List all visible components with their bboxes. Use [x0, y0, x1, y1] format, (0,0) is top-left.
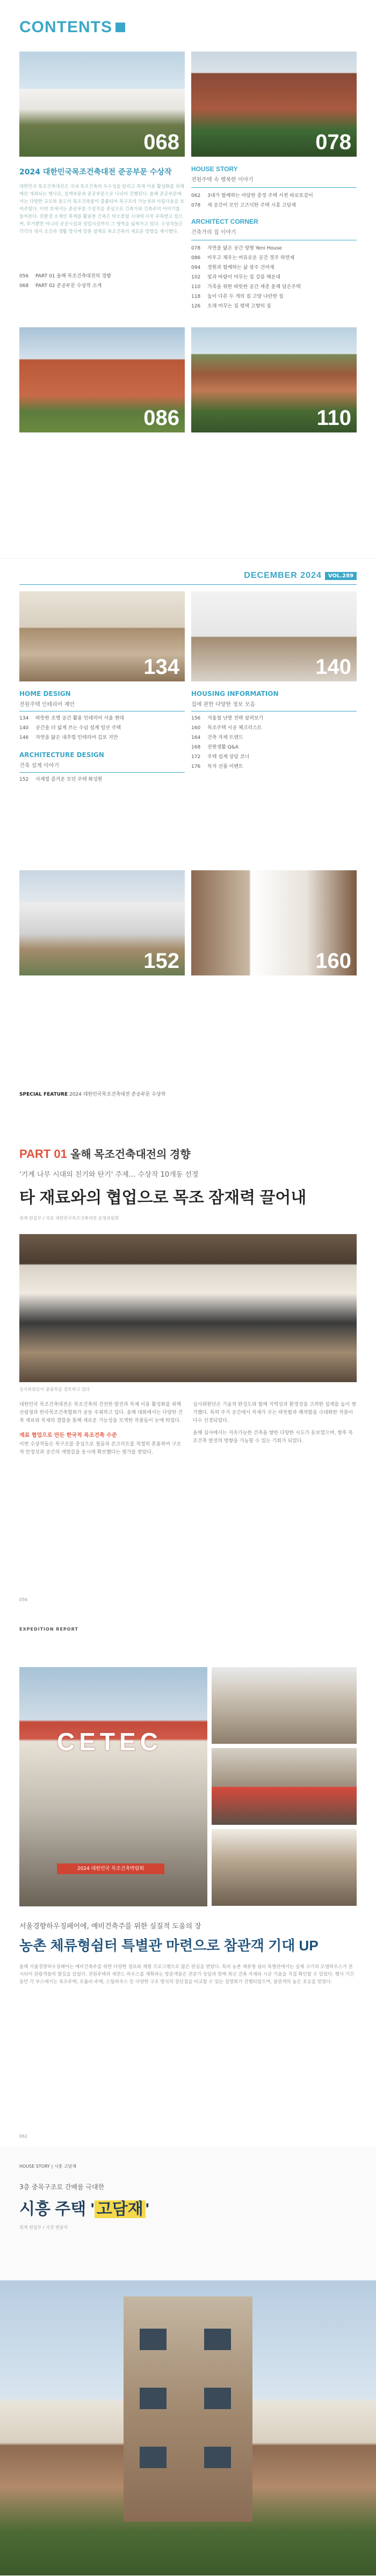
headline-post: ' — [145, 2200, 149, 2218]
toc-item[interactable] — [191, 302, 357, 311]
toc-page: 164 — [191, 735, 201, 740]
photo-red-house-2[interactable] — [191, 327, 357, 432]
square-icon — [115, 23, 125, 32]
toc-page: 068 — [19, 283, 29, 289]
toc-text: 가족을 위한 따뜻한 공간 세종 윤채 담은주택 — [207, 284, 301, 290]
housing-information-section — [191, 690, 357, 772]
window — [140, 2388, 167, 2409]
photo-grid — [19, 1667, 357, 1906]
home-design-list — [19, 714, 185, 743]
toc-item[interactable] — [191, 273, 357, 282]
toc-item[interactable] — [19, 271, 185, 281]
feature-blurb: 대한민국 목조건축대전은 국내 목조건축의 우수성을 알리고 목재 이용 활성화를 위해 매년 개최되는 행사로, 설계부문과 준공부문으로 나뉘어 진행된다. 올해 준공부문에서는 다양한 규모와 용도의 목조건축물이 출품되어 목구조의 가능성과 아름다움을 보여주었다. 이번 호에서는 준공부문 수상작을 중심으로 건축가와 건축주의 이야기를 들어본다. 친환경 소재인 목재를 활용한 건축은 탄소중립 시대에 더욱 주목받고 있으며, 주거뿐만 아니라 공공시설과 상업시설까지 그 영역을 넓혀가고 있다. 수상작들은 각각의 대지 조건과 생활 방식에 맞춘 설계로 목조건축의 새로운 방향을 제시했다. — [19, 184, 185, 234]
window — [204, 2329, 231, 2350]
toc-item[interactable] — [191, 191, 357, 201]
divider — [19, 772, 185, 773]
page-number-label: 078 — [315, 130, 351, 154]
architecture-design-section — [19, 751, 185, 784]
toc-item[interactable] — [191, 201, 357, 210]
article-credit: 취재 편집부 / 사진 변종석 — [19, 2225, 68, 2230]
page-number-label: 068 — [143, 130, 179, 154]
running-header: HOUSE STORY | 시흥 고담재 — [19, 2164, 77, 2169]
page-gap — [0, 510, 376, 558]
sign-text: CETEC — [57, 1728, 162, 1756]
architect-corner-sub: 건축가의 집 이야기 — [191, 230, 236, 236]
page-number: 062 — [19, 2134, 28, 2139]
issue-volume-badge: VOL.289 — [325, 572, 357, 580]
toc-text: 세 공간이 모인 고즈넉한 주택 시흥 고담재 — [207, 203, 296, 208]
toc-item[interactable] — [191, 752, 357, 762]
special-feature-page — [0, 1073, 376, 1610]
toc-item[interactable] — [191, 762, 357, 772]
photo-caption: 심사위원들이 출품작을 검토하고 있다 — [19, 1387, 90, 1392]
toc-page: 078 — [191, 246, 201, 251]
contents-heading — [19, 18, 357, 36]
toc-item[interactable] — [19, 775, 185, 784]
article-kicker: '기계 나무 시대의 친기와 탄기' 주제… 수상작 10개동 선정 — [19, 1171, 199, 1179]
toc-page: 094 — [191, 265, 201, 270]
page-number: 056 — [19, 1597, 28, 1602]
photo-interior-2[interactable] — [191, 591, 357, 681]
paragraph: 올해 서울경향하우징페어는 예비건축주를 위한 다양한 정보와 체험 프로그램으로 많은 관심을 받았다. 특히 농촌 체류형 쉼터 특별관에서는 실제 크기의 모델하우스가 전시되어 관람객들의 발길을 끌었다. 전원주택과 세컨드 하우스를 계획하는 방문객들은 전문가 상담과 함께 최신 건축 자재와 시공 기술을 직접 확인할 수 있었다. 행사 기간 동안 각 부스에서는 목조주택, 모듈러 주택, 스틸하우스 등 다양한 구조 방식의 장단점을 비교할 수 있는 설명회가 진행되었으며, 참관객의 높은 호응을 얻었다. — [19, 1964, 355, 1985]
architecture-design-title: ARCHITECTURE DESIGN — [19, 751, 104, 759]
toc-text: 건축 자재 트렌드 — [207, 735, 243, 740]
right-column — [191, 681, 357, 784]
home-design-title: HOME DESIGN — [19, 690, 71, 698]
bottom-photo-grid — [19, 327, 357, 432]
article-kicker: 서울경향하우징페어에, 예비건축주를 위한 실질적 도움의 장 — [19, 1922, 201, 1931]
home-design-section — [19, 690, 185, 743]
divider — [19, 584, 357, 585]
toc-page: 102 — [191, 275, 201, 280]
part-label: PART 01 — [19, 1147, 67, 1161]
toc-text: 독자 선물 이벤트 — [207, 764, 243, 769]
paragraph: 심사위원단은 기술적 완성도와 함께 지역성과 환경성을 고려한 설계를 높이 평가했다. 특히 주거 공간에서 목재가 주는 따뜻함과 쾌적함을 극대화한 작품이 다수 선정되었다. — [193, 1402, 356, 1423]
toc-columns — [19, 681, 357, 784]
house-story-sub: 전원주택 속 행복한 이야기 — [191, 177, 254, 183]
toc-page: 078 — [191, 203, 201, 208]
running-header: EXPEDITION REPORT — [19, 1627, 78, 1632]
toc-text: 비우고 채우는 여유로운 공간 경주 하연재 — [207, 255, 295, 261]
feature-toc — [19, 271, 185, 291]
home-design-sub: 전원주택 인테리어 제안 — [19, 702, 75, 708]
photo-building-exterior[interactable] — [0, 2280, 376, 2575]
toc-page: 110 — [191, 284, 201, 290]
part-heading — [19, 1146, 357, 1161]
left-column — [19, 681, 185, 784]
article-headline — [19, 2196, 357, 2219]
toc-text: 목조주택 시공 체크리스트 — [207, 725, 262, 731]
toc-item[interactable] — [19, 733, 185, 743]
article-headline: 농촌 체류형쉼터 특별관 마련으로 참관객 기대 UP — [19, 1937, 319, 1954]
toc-page: 062 — [191, 193, 201, 199]
toc-columns — [19, 157, 357, 311]
divider — [191, 187, 357, 188]
toc-text: PART 01 올해 목조건축대전의 경향 — [35, 274, 111, 279]
house-story-title: HOUSE STORY — [191, 165, 238, 173]
toc-text: 자연을 닮은 공간 양평 Yeni House — [207, 246, 282, 251]
toc-text: 사계절 즐거운 모던 주택 화성원 — [35, 777, 103, 782]
header-label: SPECIAL FEATURE — [19, 1092, 68, 1097]
toc-item[interactable] — [191, 244, 357, 253]
toc-page: 140 — [19, 725, 29, 731]
paragraph: 대한민국 목조건축대전은 목조건축의 건전한 발전과 목재 이용 활성화를 위해 산림청과 한국목조건축협회가 공동 주최하고 있다. 올해 대회에서는 다양한 건축 재료와 목재의 결합을 통해 새로운 가능성을 모색한 작품들이 눈에 띄었다. — [19, 1402, 183, 1423]
photo-exhibition-entrance[interactable] — [19, 1667, 207, 1906]
toc-text: 3대가 함께하는 아담한 중정 주택 서천 따로또같이 — [207, 193, 313, 199]
toc-item[interactable] — [191, 282, 357, 292]
side-photos — [212, 1667, 357, 1906]
bottom-photo-grid — [19, 870, 357, 975]
photo-exhibition-booth-2[interactable] — [212, 1748, 357, 1825]
house-story-page — [0, 2146, 376, 2575]
article-column-1 — [19, 1401, 183, 1457]
toc-page: 118 — [191, 294, 201, 299]
photo-red-house-1[interactable] — [19, 327, 185, 432]
contents-page — [0, 0, 376, 510]
toc-item[interactable] — [19, 714, 185, 723]
house-story-list — [191, 191, 357, 210]
toc-item[interactable] — [191, 253, 357, 263]
expedition-report-page — [0, 1610, 376, 2146]
housing-information-sub: 집에 관한 다양한 정보 모음 — [191, 702, 255, 708]
page-number-label: 152 — [143, 949, 179, 973]
photo-exterior-2[interactable] — [191, 870, 357, 975]
top-photo-grid — [19, 591, 357, 681]
toc-text: 전원생활 Q&A — [207, 745, 238, 750]
photo-exterior-1[interactable] — [19, 870, 185, 975]
toc-text: 높이 다른 두 개의 집 고양 나란한 집 — [207, 294, 284, 299]
building-tower — [124, 2296, 252, 2522]
headline-highlight: 고담재 — [95, 2200, 146, 2218]
exhibition-banner: 2024 대한민국 목조건축박람회 — [57, 1863, 164, 1874]
issue-header — [19, 569, 357, 582]
toc-page: 172 — [191, 754, 201, 760]
page-number-label: 140 — [315, 655, 351, 679]
toc-item[interactable] — [191, 723, 357, 733]
toc-item[interactable] — [19, 281, 185, 291]
toc-item[interactable] — [19, 723, 185, 733]
december-contents-page — [0, 558, 376, 1073]
running-header — [19, 1090, 357, 1097]
photo-exhibition-booth-1[interactable] — [212, 1667, 357, 1744]
feature-column — [19, 157, 185, 311]
toc-page: 152 — [19, 777, 29, 782]
toc-text: 겨울철 난방 전략 살펴보기 — [207, 716, 264, 721]
toc-text: 따뜻한 조명 공간 활용 인테리어 서울 현대 — [35, 716, 124, 721]
toc-item[interactable] — [191, 714, 357, 723]
toc-text: 오래 머무는 집 평택 고향의 집 — [207, 304, 271, 309]
photo-interior-1[interactable] — [19, 591, 185, 681]
article-headline: 타 재료와의 협업으로 목조 잠재력 끌어내 — [19, 1189, 307, 1207]
architect-corner-list — [191, 244, 357, 311]
housing-information-title: HOUSING INFORMATION — [191, 690, 279, 698]
article-kicker: 3층 중목구조로 간배를 극대한 — [19, 2183, 105, 2191]
toc-text: 자연을 닮은 내추럴 인테리어 김포 지안 — [35, 735, 118, 740]
page-number-label: 086 — [143, 406, 179, 430]
photo-jury-meeting[interactable] — [19, 1234, 357, 1382]
architect-corner-title: ARCHITECT CORNER — [191, 218, 258, 225]
toc-text: PART 02 준공부문 수상작 소개 — [35, 283, 102, 289]
toc-page: 168 — [191, 745, 201, 750]
toc-text: 빛과 바람이 머무는 집 강릉 해운대 — [207, 275, 281, 280]
photo-brick-house[interactable] — [191, 52, 357, 157]
page-number-label: 134 — [143, 655, 179, 679]
feature-title: 2024 대한민국목조건축대전 준공부문 수상작 — [19, 168, 172, 177]
paragraph: 이번 수상작들은 목구조를 중심으로 철골과 콘크리트를 적절히 혼용하여 구조적 안정성과 공간의 개방감을 동시에 확보했다는 평가를 받았다. — [19, 1442, 182, 1455]
subheading: 재료 협업으로 만든 한국적 목조건축 수준 — [19, 1433, 117, 1439]
page-number-label: 160 — [315, 949, 351, 973]
page-number-label: 110 — [316, 406, 351, 430]
article-column-2 — [193, 1401, 357, 1457]
toc-text: 정원과 함께하는 삶 광주 건여재 — [207, 265, 274, 270]
toc-text: 주택 설계 상담 코너 — [207, 754, 250, 760]
window — [204, 2447, 231, 2468]
paragraph: 올해 심사에서는 지속가능한 건축을 향한 다양한 시도가 돋보였으며, 향후 목조건축 발전의 방향을 가늠할 수 있는 기회가 되었다. — [193, 1430, 353, 1444]
article-columns — [19, 1401, 357, 1457]
toc-page: 160 — [191, 725, 201, 731]
housing-information-list — [191, 714, 357, 772]
toc-page: 056 — [19, 274, 29, 279]
photo-exhibition-booth-3[interactable] — [212, 1829, 357, 1906]
window — [140, 2447, 167, 2468]
headline-pre: 시흥 주택 ' — [19, 2200, 95, 2218]
architecture-design-list — [19, 775, 185, 784]
toc-item[interactable] — [191, 743, 357, 752]
article-credit: 취재 편집부 / 자료 대한민국목조건축대전 운영위원회 — [19, 1216, 119, 1221]
toc-page: 134 — [19, 716, 29, 721]
toc-page: 176 — [191, 764, 201, 769]
issue-month: DECEMBER 2024 — [244, 571, 322, 580]
toc-text: 공간을 더 넓게 쓰는 수납 설계 일산 주택 — [35, 725, 121, 731]
toc-page: 126 — [191, 304, 201, 309]
contents-title: CONTENTS — [19, 18, 112, 36]
architecture-design-sub: 건축 설계 이야기 — [19, 763, 59, 769]
toc-page: 086 — [191, 255, 201, 261]
top-photo-grid — [19, 52, 357, 157]
photo-white-house[interactable] — [19, 52, 185, 157]
toc-item[interactable] — [191, 263, 357, 273]
sections-column — [191, 157, 357, 311]
toc-item[interactable] — [191, 733, 357, 743]
window — [204, 2388, 231, 2409]
toc-item[interactable] — [191, 292, 357, 302]
part-subtitle: 올해 목조건축대전의 경향 — [70, 1149, 191, 1161]
window — [140, 2329, 167, 2350]
toc-page: 146 — [19, 735, 29, 740]
header-text: 2024 대한민국목조건축대전 준공부문 수상작 — [69, 1092, 166, 1097]
toc-page: 156 — [191, 716, 201, 721]
